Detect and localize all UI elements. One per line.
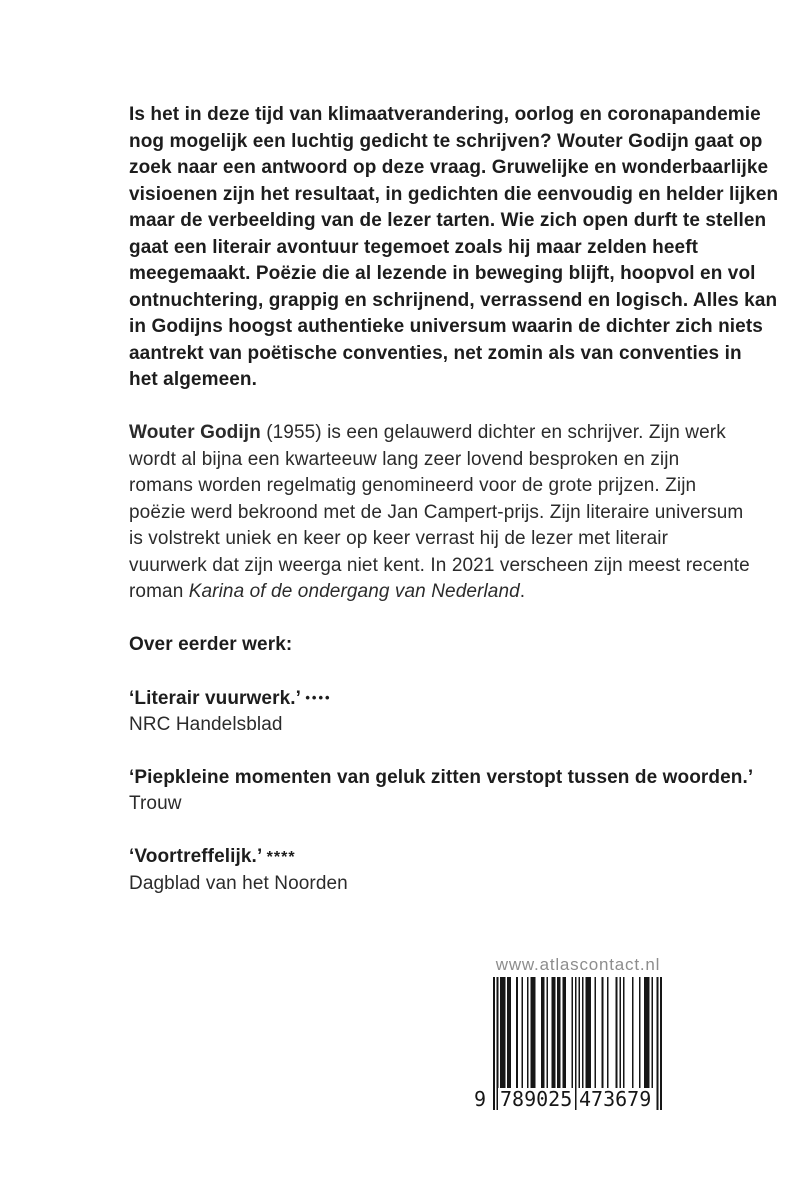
text-line: meegemaakt. Poëzie die al lezende in beweging blijft, hoopvol en vol xyxy=(129,263,756,284)
barcode-digits xyxy=(474,1087,662,1111)
text-line: NRC Handelsblad xyxy=(129,713,283,735)
text-line: ‘Voortreffelijk.’ **** xyxy=(129,846,296,867)
text-line: vuurwerk dat zijn weerga niet kent. In 2021 verscheen zijn meest recente xyxy=(129,554,750,576)
text-line: roman Karina of de ondergang van Nederland. xyxy=(129,581,526,602)
blank-line xyxy=(129,659,778,686)
text-line: nog mogelijk een luchtig gedicht te schrijven? Wouter Godijn gaat op xyxy=(129,130,763,152)
text-line: gaat een literair avontuur tegemoet zoals hij maar zelden heeft xyxy=(129,236,699,258)
text-line: ‘Piepkleine momenten van geluk zitten verstopt tussen de woorden.’ xyxy=(129,766,754,788)
blank-line xyxy=(129,606,778,633)
text-line: maar de verbeelding van de lezer tarten. Wie zich open durft te stellen xyxy=(129,210,767,231)
blank-line xyxy=(129,818,778,845)
text-line: Over eerder werk: xyxy=(129,634,293,655)
text-line: Is het in deze tijd van klimaatverandering, oorlog en coronapandemie xyxy=(129,104,761,125)
text-line: Wouter Godijn (1955) is een gelauwerd dichter en schrijver. Zijn werk xyxy=(129,422,726,443)
publisher-url: www.atlascontact.nl xyxy=(495,955,661,974)
text-line: is volstrekt uniek en keer op keer verrast hij de lezer met literair xyxy=(129,528,669,549)
text-line: in Godijns hoogst authentieke universum waarin de dichter zich niets xyxy=(129,316,763,337)
barcode-digits-left: 789025 xyxy=(500,1087,573,1111)
text-line: Dagblad van het Noorden xyxy=(129,872,348,894)
text-line: aantrekt van poëtische conventies, net zomin als van conventies in xyxy=(129,342,742,364)
text-line: wordt al bijna een kwarteeuw lang zeer lovend besproken en zijn xyxy=(129,448,680,470)
barcode-digits-right: 473679 xyxy=(579,1087,652,1111)
text-line: visioenen zijn het resultaat, in gedichten die eenvoudig en helder lijken xyxy=(129,183,779,205)
text-line: ontnuchtering, grappig en schrijnend, verrassend en logisch. Alles kan xyxy=(129,289,778,311)
blank-line xyxy=(129,738,778,765)
text-line: poëzie werd bekroond met de Jan Campert-prijs. Zijn literaire universum xyxy=(129,501,744,523)
text-line: Trouw xyxy=(129,793,182,814)
barcode xyxy=(474,977,662,1111)
text-line: zoek naar een antwoord op deze vraag. Gruwelijke en wonderbaarlijke xyxy=(129,157,769,178)
text-line: ‘Literair vuurwerk.’ •••• xyxy=(129,688,332,709)
text-line: het algemeen. xyxy=(129,369,258,390)
text-block xyxy=(129,102,778,897)
blank-line xyxy=(129,394,778,421)
barcode-digit-first: 9 xyxy=(474,1087,487,1111)
text-line: romans worden regelmatig genomineerd voor de grote prijzen. Zijn xyxy=(129,475,697,496)
